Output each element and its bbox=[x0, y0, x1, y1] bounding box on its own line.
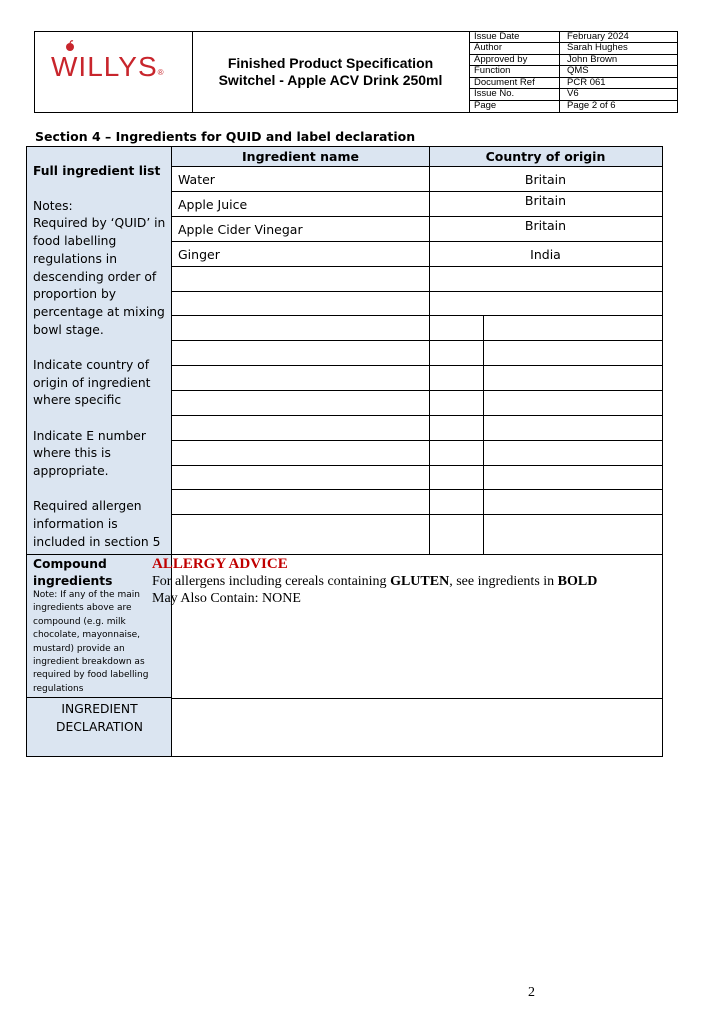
note-e-number: Indicate E number where this is appropriate. bbox=[33, 428, 146, 479]
ingredient-name-cell: Ginger bbox=[178, 247, 220, 262]
grid-line bbox=[172, 315, 662, 316]
col-country-origin: Country of origin bbox=[485, 149, 606, 164]
grid-divider bbox=[483, 315, 484, 555]
section-title: Section 4 – Ingredients for QUID and label declaration bbox=[35, 129, 416, 144]
note-allergen: Required allergen information is included in section 5 bbox=[33, 499, 161, 549]
ingredient-origin-cell: Britain bbox=[524, 172, 567, 187]
title-line-2: Switchel - Apple ACV Drink 250ml bbox=[218, 72, 443, 88]
grid-divider bbox=[429, 147, 430, 555]
meta-row: Page Page 2 of 6 bbox=[469, 101, 677, 112]
allergy-title: ALLERGY ADVICE bbox=[152, 556, 288, 572]
compound-note: Note: If any of the main ingredients above are compound (e.g. milk chocolate, mayonnaise, mustard) provide an ingredient breakdown as required by food labelling regulations bbox=[33, 590, 149, 694]
grid-line bbox=[172, 291, 662, 292]
meta-row: Function QMS bbox=[469, 66, 677, 77]
grid-line bbox=[172, 241, 662, 242]
grid-line bbox=[172, 415, 662, 416]
full-list-label: Full ingredient list bbox=[33, 164, 161, 178]
left-label-column bbox=[27, 147, 172, 756]
ingredient-name-cell: Water bbox=[178, 172, 215, 187]
note-country: Indicate country of origin of ingredient where specific bbox=[33, 357, 151, 408]
logo-cell bbox=[35, 32, 193, 112]
grid-line bbox=[172, 266, 662, 267]
document-title bbox=[192, 32, 470, 112]
grid-line bbox=[172, 365, 662, 366]
ingredients-section-table bbox=[26, 146, 663, 757]
meta-row: Issue No. V6 bbox=[469, 89, 677, 100]
document-header bbox=[34, 31, 678, 113]
full-ingredient-list-cell bbox=[27, 147, 172, 555]
meta-row: Document Ref PCR 061 bbox=[469, 78, 677, 89]
compound-label: Compound ingredients bbox=[33, 557, 113, 588]
grid-line bbox=[172, 489, 662, 490]
ingredient-declaration-label: INGREDIENT DECLARATION bbox=[56, 702, 143, 734]
brand-logo: WILLYS® bbox=[51, 51, 165, 82]
allergy-line-2: May Also Contain: NONE bbox=[152, 591, 301, 606]
ingredient-origin-cell: Britain bbox=[524, 193, 567, 208]
grid-line bbox=[172, 191, 662, 192]
grid-line bbox=[172, 698, 662, 699]
grid-line bbox=[172, 465, 662, 466]
grid-line bbox=[172, 514, 662, 515]
meta-row: Issue Date February 2024 bbox=[469, 32, 677, 43]
ingredient-grid bbox=[172, 147, 662, 555]
grid-line bbox=[172, 390, 662, 391]
page-number: 2 bbox=[528, 985, 535, 1000]
grid-line bbox=[172, 340, 662, 341]
document-meta-table bbox=[469, 32, 677, 112]
ingredient-name-cell: Apple Juice bbox=[178, 197, 248, 212]
allergy-advice bbox=[152, 556, 597, 607]
ingredient-name-cell: Apple Cider Vinegar bbox=[178, 222, 303, 237]
ingredient-origin-cell: Britain bbox=[524, 218, 567, 233]
col-ingredient-name: Ingredient name bbox=[242, 149, 359, 164]
compound-ingredients-cell bbox=[27, 555, 172, 698]
ingredient-table-header bbox=[172, 147, 662, 167]
title-line-1: Finished Product Specification bbox=[227, 55, 434, 71]
note-quid: Notes: Required by ‘QUID’ in food labelling regulations in descending order of proportion by percentage at mixing bowl stage. bbox=[33, 198, 166, 337]
meta-row: Approved by John Brown bbox=[469, 55, 677, 66]
ingredient-origin-cell: India bbox=[530, 247, 561, 262]
grid-line bbox=[172, 440, 662, 441]
allergy-line-1: For allergens including cereals containing GLUTEN, see ingredients in BOLD bbox=[152, 574, 598, 589]
grid-line bbox=[172, 216, 662, 217]
meta-row: Author Sarah Hughes bbox=[469, 43, 677, 54]
